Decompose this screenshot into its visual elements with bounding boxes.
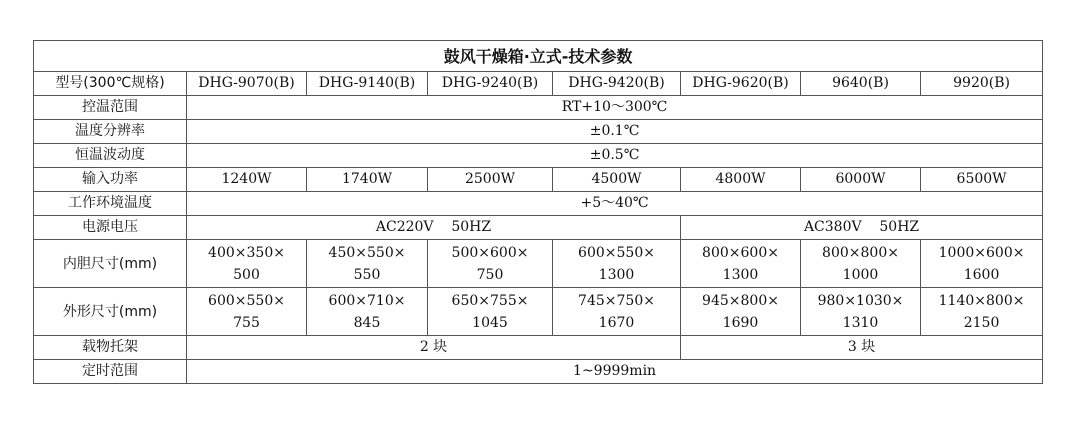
inner-size-cell: 1000×600× 1600 <box>921 240 1043 288</box>
resolution-value: ±0.1℃ <box>187 120 1043 144</box>
timer-value: 1~9999min <box>187 360 1043 384</box>
inner-size-row <box>34 240 1043 288</box>
temp-range-value: RT+10～300℃ <box>187 96 1043 120</box>
model-cell: DHG-9070(B) <box>187 72 307 96</box>
outer-size-cell: 600×550× 755 <box>187 288 307 336</box>
outer-size-cell: 945×800× 1690 <box>681 288 801 336</box>
power-cell: 1740W <box>307 168 428 192</box>
ambient-row <box>34 192 1043 216</box>
outer-size-row <box>34 288 1043 336</box>
outer-size-cell: 1140×800× 2150 <box>921 288 1043 336</box>
timer-label: 定时范围 <box>34 360 187 384</box>
outer-size-cell: 745×750× 1670 <box>553 288 681 336</box>
ambient-value: +5～40℃ <box>187 192 1043 216</box>
fluctuation-label: 恒温波动度 <box>34 144 187 168</box>
model-row <box>34 72 1043 96</box>
inner-size-cell: 500×600× 750 <box>428 240 553 288</box>
resolution-label: 温度分辨率 <box>34 120 187 144</box>
ambient-label: 工作环境温度 <box>34 192 187 216</box>
model-cell: DHG-9140(B) <box>307 72 428 96</box>
shelves-value-a: 2 块 <box>187 336 681 360</box>
model-cell: DHG-9240(B) <box>428 72 553 96</box>
fluctuation-row <box>34 144 1043 168</box>
inner-size-cell: 450×550× 550 <box>307 240 428 288</box>
shelves-value-b: 3 块 <box>681 336 1043 360</box>
power-cell: 4800W <box>681 168 801 192</box>
temp-range-label: 控温范围 <box>34 96 187 120</box>
model-cell: DHG-9420(B) <box>553 72 681 96</box>
model-cell: DHG-9620(B) <box>681 72 801 96</box>
inner-size-cell: 600×550× 1300 <box>553 240 681 288</box>
supply-value-b: AC380V 50HZ <box>681 216 1043 240</box>
timer-row <box>34 360 1043 384</box>
fluctuation-value: ±0.5℃ <box>187 144 1043 168</box>
table-title: 鼓风干燥箱·立式-技术参数 <box>34 41 1043 72</box>
model-cell: 9640(B) <box>801 72 921 96</box>
spec-table-container <box>33 40 1042 384</box>
inner-size-cell: 400×350× 500 <box>187 240 307 288</box>
inner-size-label: 内胆尺寸(mm) <box>34 240 187 288</box>
outer-size-label: 外形尺寸(mm) <box>34 288 187 336</box>
power-cell: 2500W <box>428 168 553 192</box>
power-cell: 6500W <box>921 168 1043 192</box>
model-cell: 9920(B) <box>921 72 1043 96</box>
outer-size-cell: 650×755× 1045 <box>428 288 553 336</box>
power-row <box>34 168 1043 192</box>
supply-value-a: AC220V 50HZ <box>187 216 681 240</box>
inner-size-cell: 800×800× 1000 <box>801 240 921 288</box>
shelves-row <box>34 336 1043 360</box>
supply-label: 电源电压 <box>34 216 187 240</box>
supply-row <box>34 216 1043 240</box>
power-cell: 1240W <box>187 168 307 192</box>
outer-size-cell: 980×1030× 1310 <box>801 288 921 336</box>
power-cell: 6000W <box>801 168 921 192</box>
model-label: 型号(300℃规格) <box>34 72 187 96</box>
temp-range-row <box>34 96 1043 120</box>
spec-table <box>33 40 1043 384</box>
resolution-row <box>34 120 1043 144</box>
title-row <box>34 41 1043 72</box>
power-label: 输入功率 <box>34 168 187 192</box>
outer-size-cell: 600×710× 845 <box>307 288 428 336</box>
inner-size-cell: 800×600× 1300 <box>681 240 801 288</box>
shelves-label: 载物托架 <box>34 336 187 360</box>
power-cell: 4500W <box>553 168 681 192</box>
